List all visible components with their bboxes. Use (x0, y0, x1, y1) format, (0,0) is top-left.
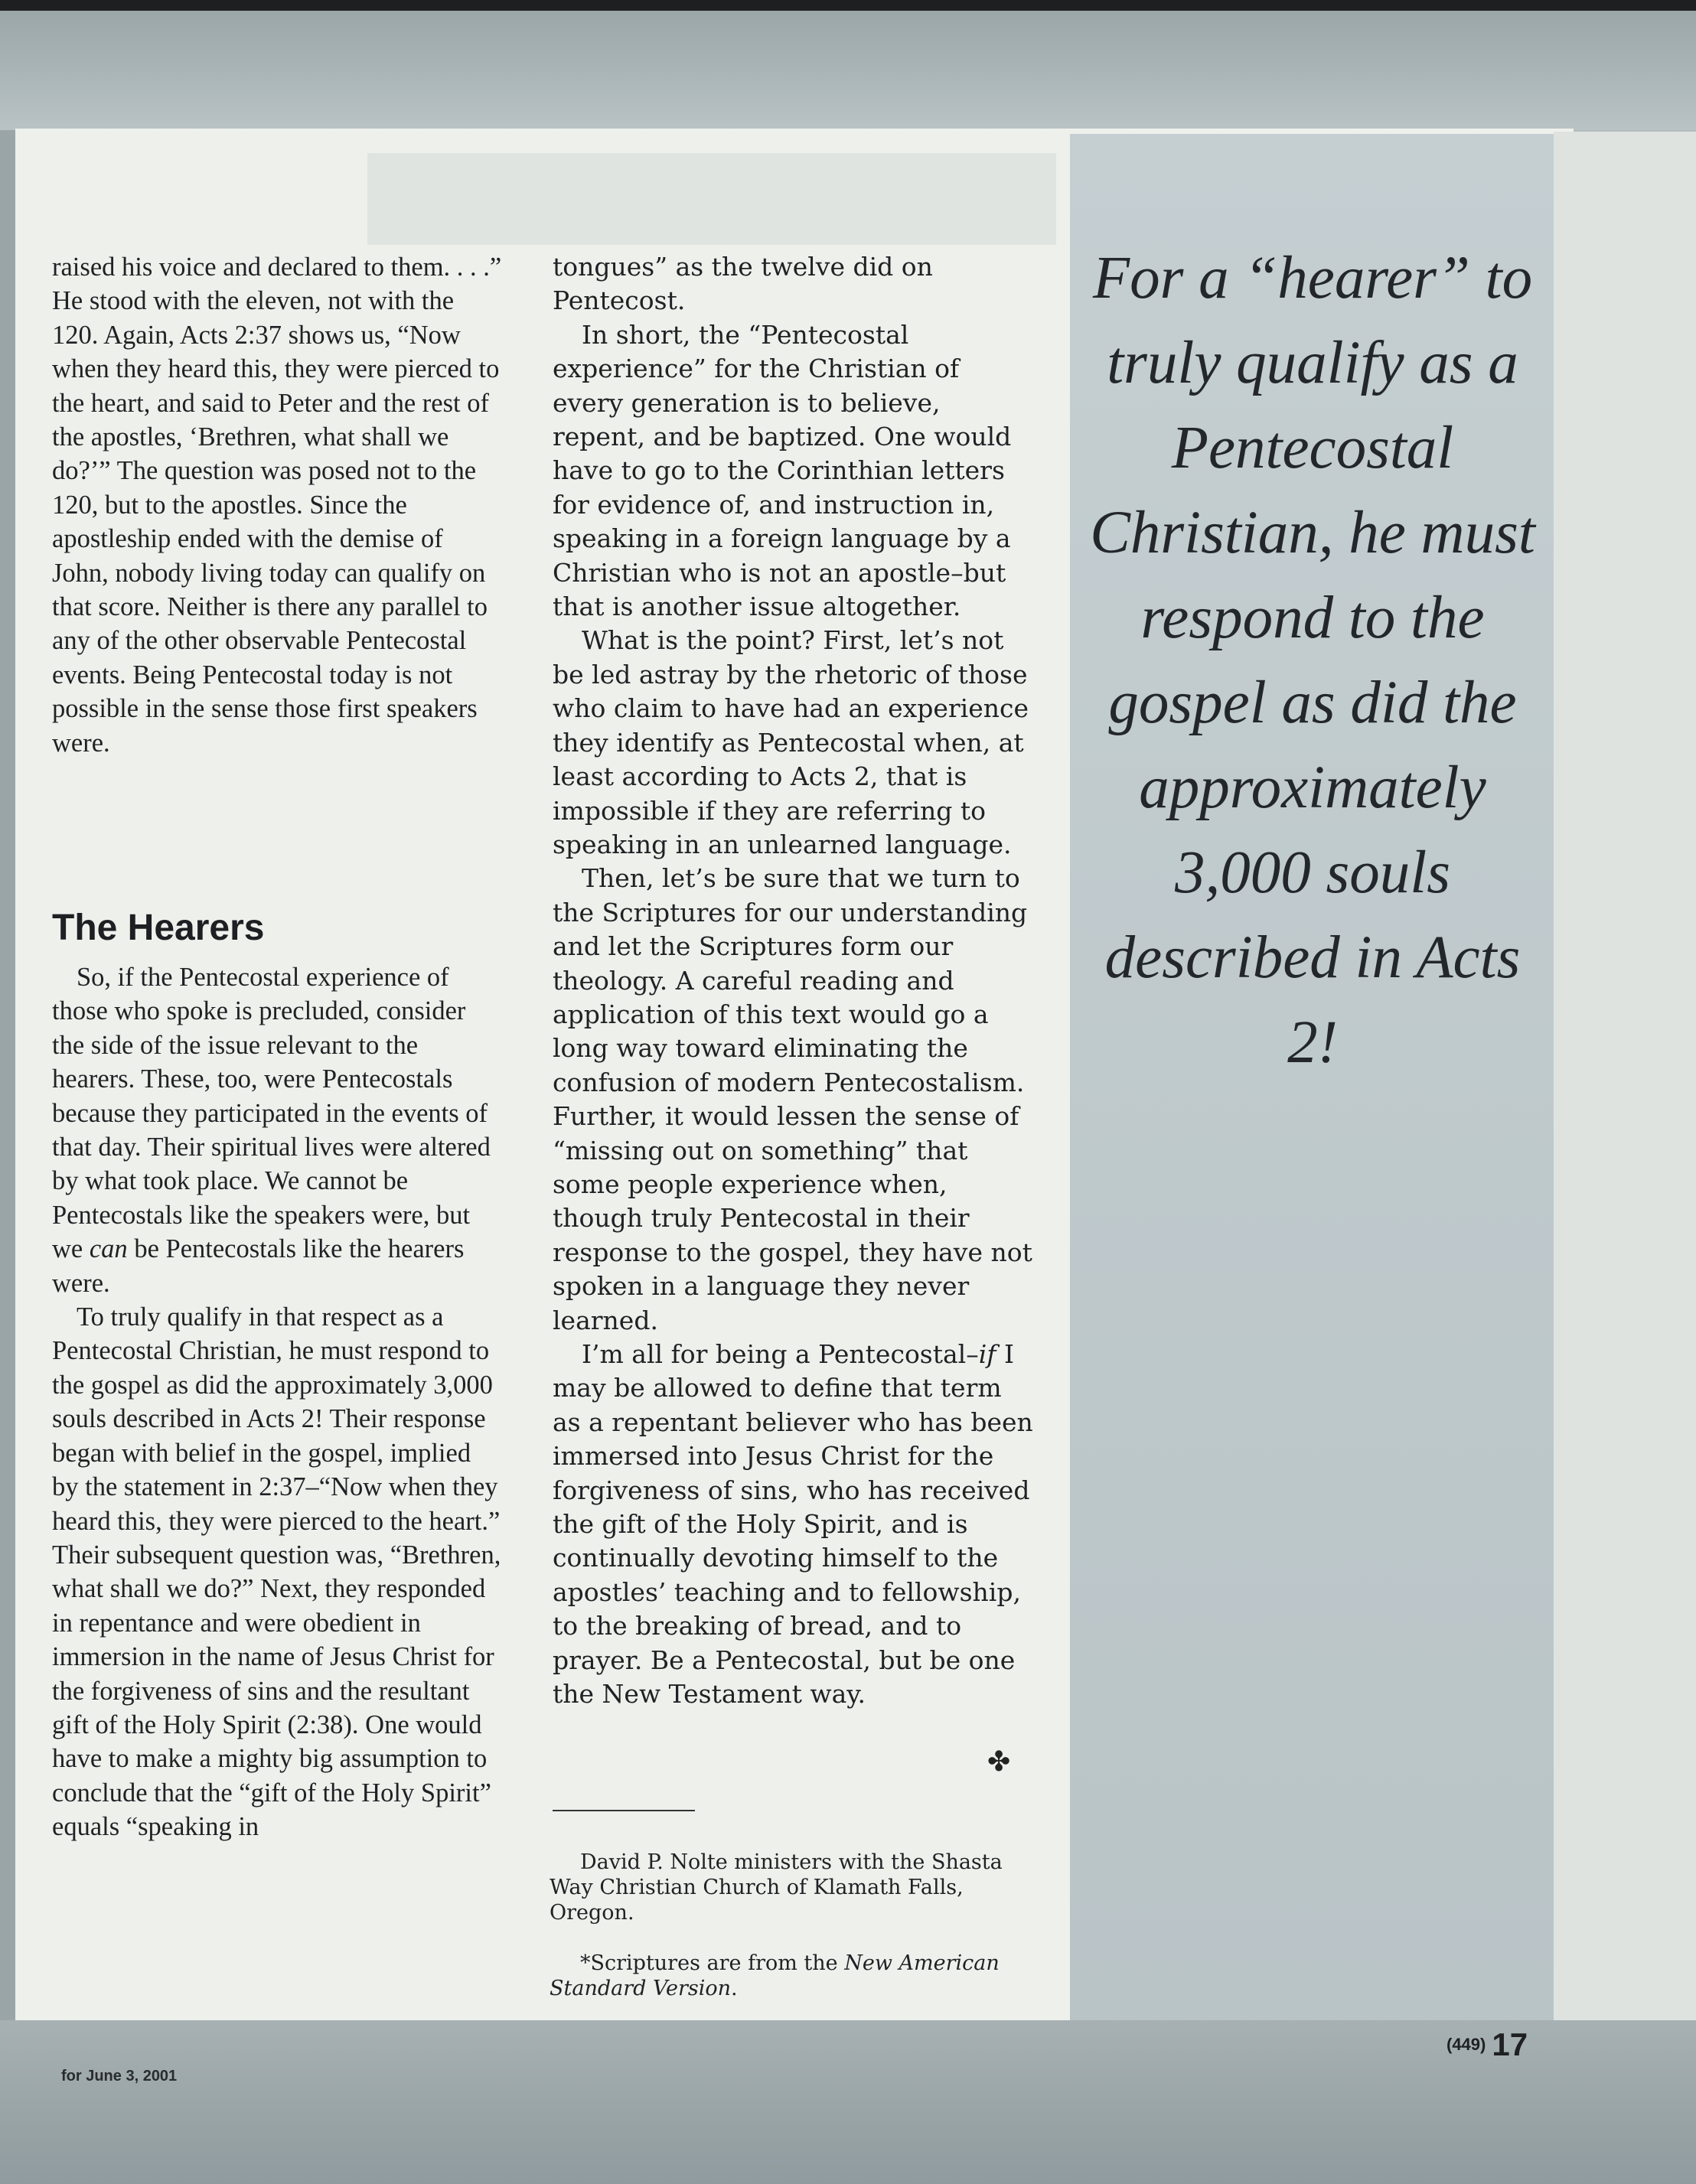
page-number: 17 (1492, 2026, 1528, 2062)
footnote-rule (553, 1810, 695, 1811)
text-run: I’m all for being a Pentecostal– (582, 1339, 979, 1369)
text-run: *Scriptures are from the (580, 1951, 845, 1975)
page-folio (1446, 2026, 1528, 2063)
pull-quote: For a “hearer” to truly qualify as a Pentecostal Christian, he must respond to the gospel as did the approximately 3,000 souls described in Acts 2! (1090, 245, 1535, 1076)
paragraph: To truly qualify in that respect as a Pentecostal Christian, he must respond to the gospel as did the approximately 3,000 souls described in Acts 2! Their response began with belief in the gospel, implied by the statement in 2:37–“Now when they heard this, they were pierced to the heart.” Their subsequent question was, “Brethren, what shall we do?” Next, they responded in repentance and were obedient in immersion in the name of Jesus Christ for the forgiveness of sins and the resultant gift of the Holy Spirit (2:38). One would have to make a mighty big assumption to conclude that the “gift of the Holy Spirit” equals “speaking in (52, 1302, 501, 1842)
scan-top-background (0, 0, 1696, 130)
text-run: be Pentecostals like the hearers were. (52, 1234, 465, 1298)
paragraph: raised his voice and declared to them. . . .” He stood with the eleven, not with the 120. Again, Acts 2:37 shows us, “Now when they heard this, they were pierced to the heart, and said to Peter and the rest of the apostles, ‘Brethren, what shall we do?’” The question was posed not to the 120, but to the apostles. Since the apostleship ended with the demise of John, nobody living today can qualify on that score. Neither is there any parallel to any of the other observable Pentecostal events. Being Pentecostal today is not possible in the sense those first speakers were. (52, 253, 502, 758)
issue-number: (449) (1446, 2035, 1486, 2054)
emphasis: if (978, 1339, 996, 1369)
paragraph: In short, the “Pentecostal experience” for the Christian of every generation is to believe, repent, and be baptized. One would have to go to the Corinthian letters for evidence of, and instruction in, speaking in a foreign language by a Christian who is not an apostle–but that is another issue altogether. (553, 319, 1012, 622)
paragraph: What is the point? First, let’s not be led astray by the rhetoric of those who claim to have had an experience they identify as Pentecostal when, at least according to Acts 2, that is impossible if they are referring to speaking in an unlearned language. (553, 625, 1029, 859)
paragraph (553, 1338, 1035, 1711)
text-run: I may be allowed to define that term as a repentant believer who has been immersed into Jesus Christ for the forgiveness of sins, who has received the gift of the Holy Spirit, and is continually devoting himself to the apostles’ teaching and to fellowship, to the breaking of bread, and to prayer. Be a Pentecostal, but be one the New Testament way. (553, 1339, 1033, 1710)
author-bio: David P. Nolte ministers with the Shasta Way Christian Church of Klamath Falls, Oregon. (550, 1850, 1003, 1925)
scan-bottom-background (0, 2020, 1696, 2184)
emphasis: New American Standard Version (550, 1951, 1000, 2000)
column-one (52, 250, 504, 760)
column-two (553, 250, 1035, 1711)
scan-left-edge (0, 130, 15, 2020)
facing-page-strip (1554, 132, 1696, 2020)
paragraph: Then, let’s be sure that we turn to the Scriptures for our understanding and let the Scriptures form our theology. A careful reading and application of this text would go a long way toward eliminating the confusion of modern Pentecostalism. Further, it would lessen the sense of “missing out on something” that some people experience when, though truly Pentecostal in their response to the gospel, they have not spoken in a language they never learned. (553, 863, 1032, 1335)
section-heading: The Hearers (52, 908, 265, 948)
column-one-continued (52, 960, 504, 1844)
scripture-note (550, 1951, 1039, 2001)
text-run: . (731, 1977, 738, 2000)
show-through-shape (367, 153, 1056, 245)
paragraph: tongues” as the twelve did on Pentecost. (553, 252, 933, 316)
emphasis: can (89, 1234, 128, 1264)
end-mark-icon: ✤ (987, 1746, 1011, 1778)
paragraph (52, 960, 504, 1300)
text-run: So, if the Pentecostal experience of those who spoke is precluded, consider the side of the issue relevant to the hearers. These, too, were Pentecostals because they participated in the events of that day. Their spiritual lives were altered by what took place. We cannot be Pentecostals like the speakers were, but we (52, 963, 491, 1264)
issue-date: for June 3, 2001 (61, 2068, 178, 2085)
